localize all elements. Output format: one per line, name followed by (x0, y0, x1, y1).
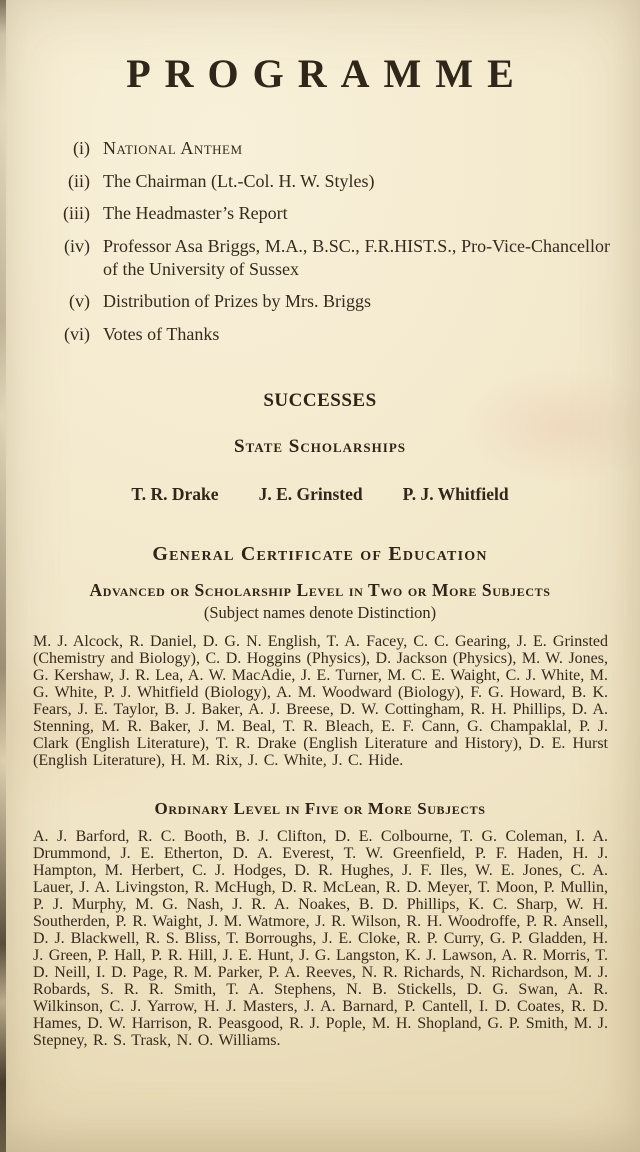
item-numeral: (v) (69, 291, 90, 312)
programme-item (42, 323, 610, 346)
item-label: The Headmaster’s Report (103, 203, 288, 224)
item-label: The Chairman (Lt.-Col. H. W. Styles) (103, 170, 375, 191)
item-numeral: (iv) (64, 236, 90, 257)
state-scholarship-names (0, 484, 640, 505)
programme-item (42, 202, 610, 225)
ordinary-level-names: A. J. Barford, R. C. Booth, B. J. Clifton, D. E. Colbourne, T. G. Coleman, I. A. Drummond, J. E. Etherton, D. A. Everest, T. W. Greenfield, P. F. Haden, H. J. Hampton, M. Herbert, C. J. Hodges, D. R. Hughes, J. F. Iles, W. E. Jones, C. A. Lauer, J. A. Livingston, R. McHugh, D. R. McLean, R. D. Meyer, T. Moon, P. Mullin, P. J. Murphy, M. G. Nash, J. R. A. Noakes, B. D. Phillips, K. C. Sharp, W. H. Southerden, P. R. Waight, J. M. Watmore, J. R. Wilson, R. H. Woodroffe, P. R. Ansell, D. J. Blackwell, R. S. Bliss, T. Borroughs, J. E. Cloke, R. P. Curry, G. P. Gladden, H. J. Green, P. Hall, P. R. Hill, J. E. Hunt, J. G. Langston, K. J. Lawson, A. R. Morris, T. D. Neill, I. D. Page, R. M. Parker, P. A. Reeves, N. R. Richards, N. Richardson, M. J. Robards, S. R. R. Smith, T. A. Stephens, N. B. Stickells, D. G. Swan, A. R. Wilkinson, C. J. Yarrow, H. J. Masters, J. A. Barnard, P. Cantell, I. D. Coates, R. D. Hames, D. W. Harrison, R. Peasgood, R. J. Pople, M. H. Shopland, G. P. Smith, M. J. Stepney, R. S. Trask, N. O. Williams. (33, 827, 608, 1049)
programme-item (42, 235, 610, 280)
advanced-level-heading: Advanced or Scholarship Level in Two or More Subjects (89, 579, 551, 600)
ordinary-level-heading: Ordinary Level in Five or More Subjects (154, 798, 486, 818)
programme-item (42, 137, 610, 160)
state-scholarships-heading: State Scholarships (234, 435, 406, 457)
item-label: Votes of Thanks (103, 324, 220, 345)
scan-edge-shadow (0, 0, 6, 1152)
item-label: Professor Asa Briggs, M.A., B.SC., F.R.HIST.S., Pro-Vice-Chancellor of the University of Sussex (103, 236, 610, 279)
scholar-name: J. E. Grinsted (258, 483, 363, 504)
advanced-level-names: M. J. Alcock, R. Daniel, D. G. N. English, T. A. Facey, C. C. Gearing, J. E. Grinsted (Chemistry and Biology), C. D. Hoggins (Physics), D. Jackson (Physics), M. W. Jones, G. Kershaw, J. R. Lea, A. W. MacAdie, J. E. Turner, M. C. E. Waight, C. J. White, M. G. White, P. J. Whitfield (Biology), A. M. Woodward (Biology), F. G. Howard, B. K. Fears, J. E. Taylor, B. J. Baker, A. J. Breese, D. W. Cottingham, R. H. Phillips, D. A. Stenning, M. R. Baker, J. M. Beal, T. R. Bleach, E. F. Cann, G. Champaklal, P. J. Clark (English Literature), T. R. Drake (English Literature and History), D. E. Hurst (English Literature), H. M. Rix, J. C. White, J. C. Hide. (33, 632, 608, 769)
page-title: PROGRAMME (126, 51, 528, 96)
programme-list (42, 137, 610, 346)
item-label: National Anthem (103, 138, 243, 158)
item-numeral: (ii) (68, 170, 90, 191)
scholar-name: T. R. Drake (131, 483, 219, 504)
gce-heading: General Certificate of Education (152, 542, 488, 565)
item-numeral: (vi) (64, 324, 90, 345)
item-numeral: (iii) (63, 203, 90, 224)
distinction-note: (Subject names denote Distinction) (203, 602, 437, 622)
programme-item (42, 170, 610, 193)
item-label: Distribution of Prizes by Mrs. Briggs (103, 291, 371, 312)
item-numeral: (i) (73, 138, 90, 158)
programme-item (42, 290, 610, 313)
successes-heading: SUCCESSES (263, 389, 377, 411)
scholar-name: P. J. Whitfield (402, 483, 509, 504)
